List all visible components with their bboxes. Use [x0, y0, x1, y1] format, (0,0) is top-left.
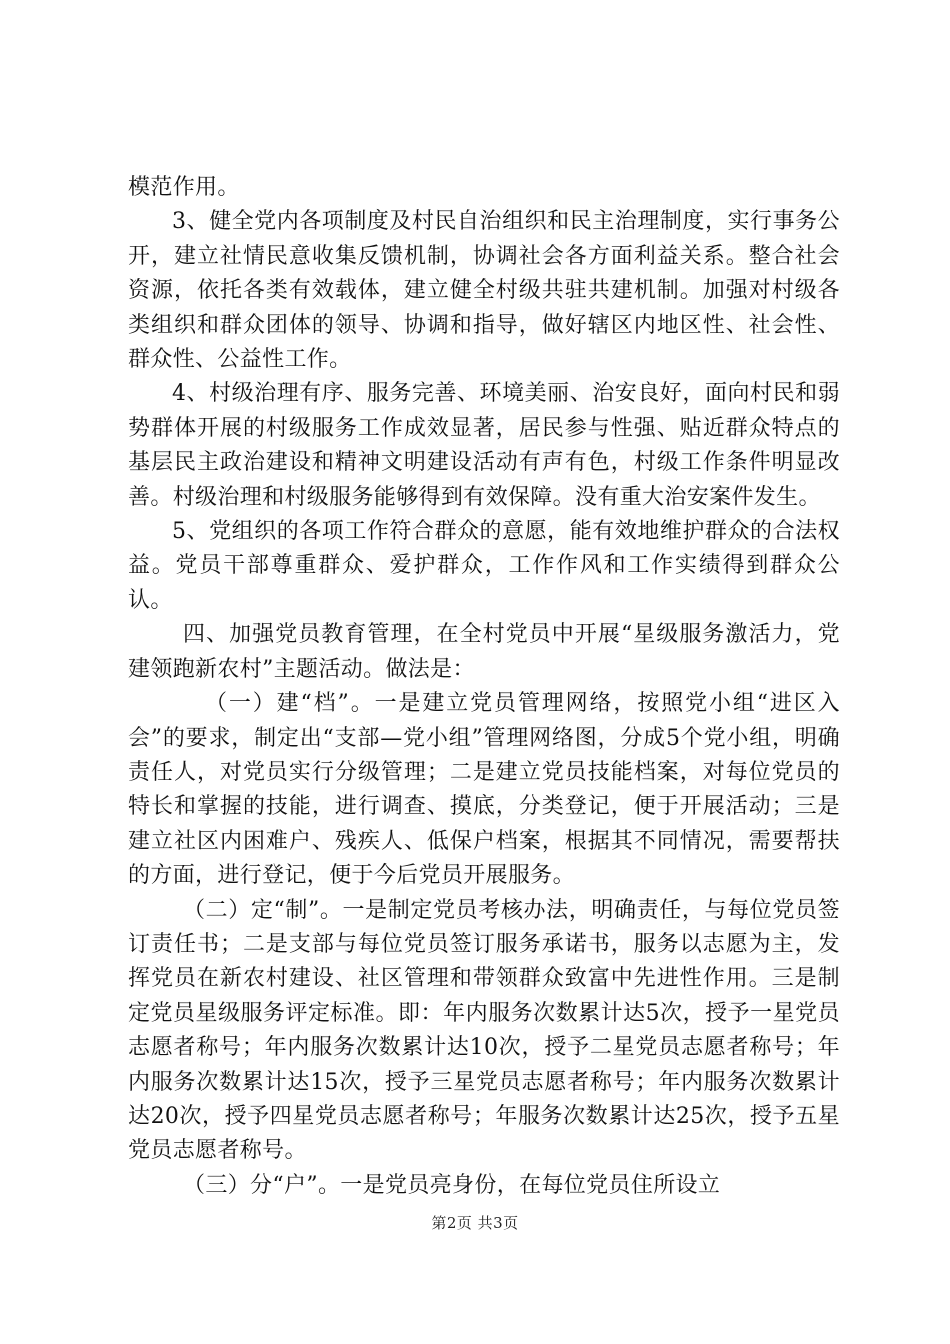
paragraph-subsection-3: （三）分“户”。一是党员亮身份，在每位党员住所设立	[183, 1172, 721, 1198]
paragraph-section-4: 四、加强党员教育管理，在全村党员中开展“星级服务激活力，党建领跑新农村”主题活动。做法是：	[128, 622, 840, 682]
paragraph-item-3: 3、健全党内各项制度及村民自治组织和民主治理制度，实行事务公开，建立社情民意收集反馈机制，协调社会各方面利益关系。整合社会资源，依托各类有效载体，建立健全村级共驻共建机制。加强对村级各类组织和群众团体的领导、协调和指导，做好辖区内地区性、社会性、群众性、公益性工作。	[128, 209, 840, 373]
paragraph-continuation: 模范作用。	[128, 175, 240, 200]
paragraph-item-5: 5、党组织的各项工作符合群众的意愿，能有效地维护群众的合法权益。党员干部尊重群众、爱护群众，工作作风和工作实绩得到群众公认。	[128, 519, 840, 613]
page-number-footer: 第2页 共3页	[431, 1214, 519, 1232]
document-body	[128, 171, 840, 1203]
paragraph-subsection-1: （一）建“档”。一是建立党员管理网络，按照党小组“进区入会”的要求，制定出“支部—党小组”管理网络图，分成5个党小组，明确责任人，对党员实行分级管理；二是建立党员技能档案，对每位党员的特长和掌握的技能，进行调查、摸底，分类登记，便于开展活动；三是建立社区内困难户、残疾人、低保户档案，根据其不同情况，需要帮扶的方面，进行登记，便于今后党员开展服务。	[128, 691, 840, 889]
paragraph-subsection-2: （二）定“制”。一是制定党员考核办法，明确责任，与每位党员签订责任书；二是支部与每位党员签订服务承诺书，服务以志愿为主，发挥党员在新农村建设、社区管理和带领群众致富中先进性作用。三是制定党员星级服务评定标准。即：年内服务次数累计达5次，授予一星党员志愿者称号；年内服务次数累计达10次，授予二星党员志愿者称号；年内服务次数累计达15次，授予三星党员志愿者称号；年内服务次数累计达20次，授予四星党员志愿者称号；年服务次数累计达25次，授予五星党员志愿者称号。	[128, 897, 840, 1164]
paragraph-item-4: 4、村级治理有序、服务完善、环境美丽、治安良好，面向村民和弱势群体开展的村级服务工作成效显著，居民参与性强、贴近群众特点的基层民主政治建设和精神文明建设活动有声有色，村级工作条件明显改善。村级治理和村级服务能够得到有效保障。没有重大治安案件发生。	[128, 381, 840, 510]
